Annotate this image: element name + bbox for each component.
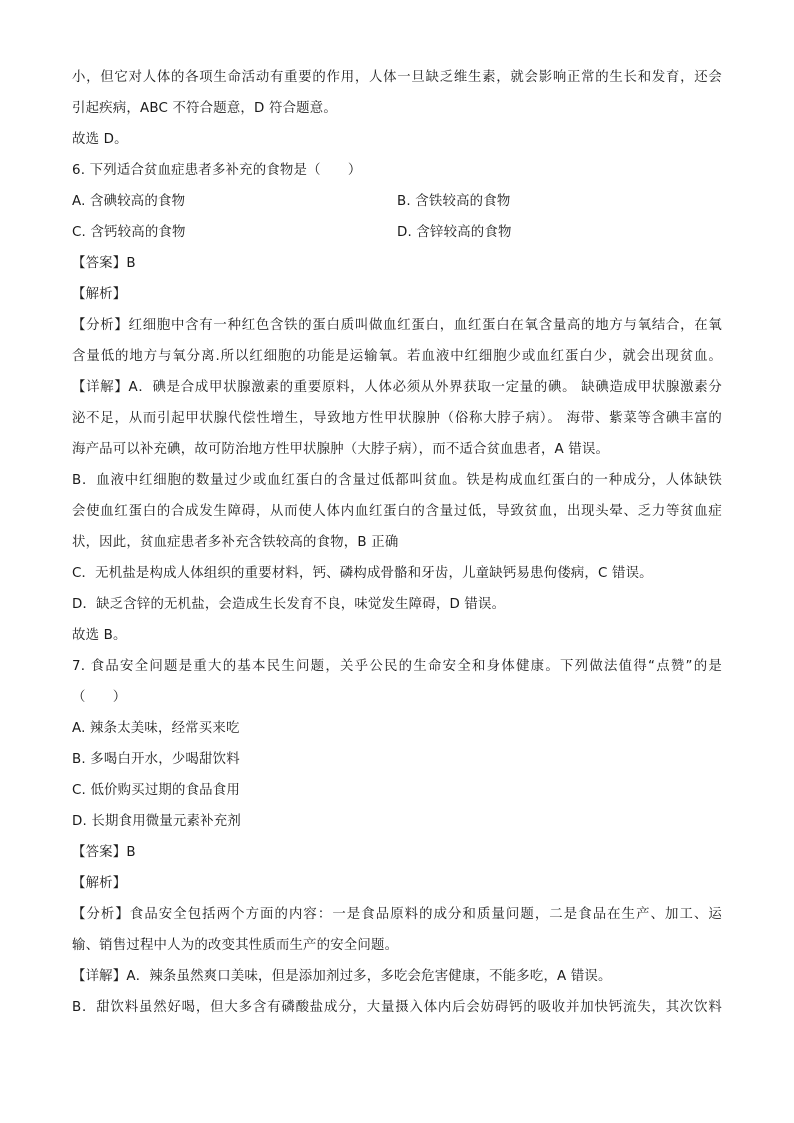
text-line: 【答案】B (72, 256, 136, 271)
text-line: 【详解】A．碘是合成甲状腺激素的重要原料，人体必须从外界获取一定量的碘。 缺碘造成甲状腺激素分 (72, 380, 722, 395)
text-line: D. 长期食用微量元素补充剂 (72, 814, 241, 829)
text-line: 【解析】 (72, 287, 127, 302)
text-line: A. 辣条太美味，经常买来吃 (72, 721, 240, 736)
text-line: 海产品可以补充碘，故可防治地方性甲状腺肿（大脖子病），而不适合贫血患者，A 错误。 (72, 442, 610, 457)
text-line: 6. 下列适合贫血症患者多补充的食物是（ ） (72, 163, 362, 178)
text-line: 状，因此，贫血症患者多补充含铁较高的食物，B 正确 (72, 535, 399, 550)
text-line: B. 多喝白开水，少喝甜饮料 (72, 752, 240, 767)
text-line: （ ） (72, 690, 127, 705)
text-line: 【解析】 (72, 876, 127, 891)
text-line: 【分析】红细胞中含有一种红色含铁的蛋白质叫做血红蛋白，血红蛋白在氧含量高的地方与氧结合，在氧 (72, 318, 722, 333)
text-line: 7. 食品安全问题是重大的基本民生问题，关乎公民的生命安全和身体健康。下列做法值得“点赞”的是 (72, 659, 722, 674)
answer-option: C. 含钙较高的食物 (72, 225, 186, 240)
text-line: 会使血红蛋白的合成发生障碍，从而使人体内血红蛋白的含量过低，导致贫血，出现头晕、乏力等贫血症 (72, 504, 722, 519)
text-line: 小，但它对人体的各项生命活动有重要的作用，人体一旦缺乏维生素，就会影响正常的生长和发育，还会 (72, 70, 722, 85)
text-line: 故选 D。 (72, 132, 128, 147)
document-page (72, 62, 722, 1023)
answer-option: A. 含碘较高的食物 (72, 194, 186, 209)
text-line: 泌不足，从而引起甲状腺代偿性增生，导致地方性甲状腺肿（俗称大脖子病）。 海带、紫菜等含碘丰富的 (72, 411, 722, 426)
text-line: 故选 B。 (72, 628, 127, 643)
text-line: C. 低价购买过期的食品食用 (72, 783, 240, 798)
text-line: 输、销售过程中人为的改变其性质而生产的安全问题。 (72, 938, 399, 953)
text-line: 【答案】B (72, 845, 136, 860)
answer-options-row (72, 217, 722, 248)
answer-option: D. 含锌较高的食物 (397, 225, 512, 240)
text-line: D．缺乏含锌的无机盐，会造成生长发育不良，味觉发生障碍，D 错误。 (72, 597, 506, 612)
text-line: 【分析】食品安全包括两个方面的内容：一是食品原料的成分和质量问题，二是食品在生产、加工、运 (72, 907, 722, 922)
text-line: B．血液中红细胞的数量过少或血红蛋白的含量过低都叫贫血。铁是构成血红蛋白的一种成分，人体缺铁 (72, 473, 722, 488)
text-line: 【详解】A．辣条虽然爽口美味，但是添加剂过多，多吃会危害健康，不能多吃，A 错误。 (72, 969, 612, 984)
text-line: 引起疾病，ABC 不符合题意，D 符合题意。 (72, 101, 337, 116)
text-line: B．甜饮料虽然好喝，但大多含有磷酸盐成分，大量摄入体内后会妨碍钙的吸收并加快钙流失，其次饮料 (72, 1000, 722, 1015)
text-line: C．无机盐是构成人体组织的重要材料，钙、磷构成骨骼和牙齿，儿童缺钙易患佝偻病，C 错误。 (72, 566, 653, 581)
answer-option: B. 含铁较高的食物 (397, 194, 511, 209)
answer-options-row (72, 186, 722, 217)
text-line: 含量低的地方与氧分离.所以红细胞的功能是运输氧。若血液中红细胞少或血红蛋白少，就会出现贫血。 (72, 349, 722, 364)
